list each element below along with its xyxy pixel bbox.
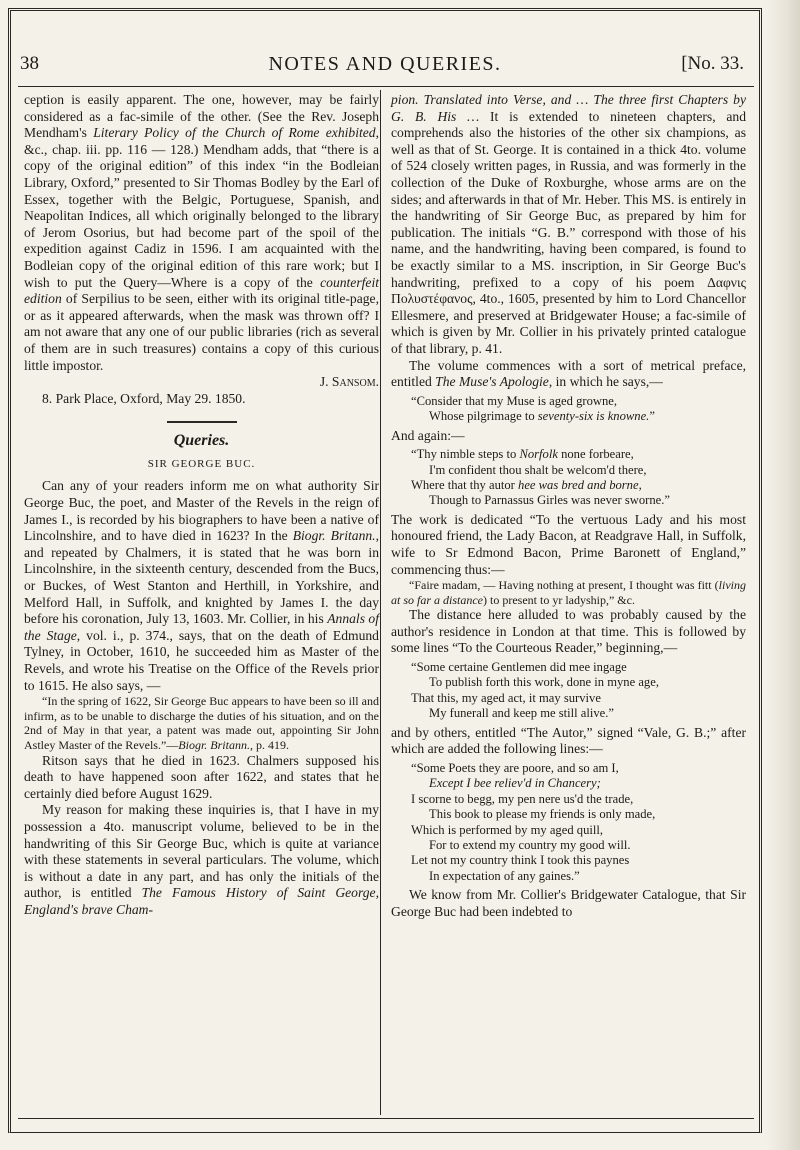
and-again: And again:— xyxy=(391,427,465,443)
page-number: 38 xyxy=(20,53,39,74)
buc-paragraph-2: Ritson says that he died in 1623. Chalmers supposed his death to have happened soon after 1622, and states that he certainly died before August 1629. xyxy=(24,752,379,801)
autor-paragraph: and by others, entitled “The Autor,” signed “Vale, G. B.;” after which are added the following lines:— xyxy=(391,724,746,757)
journal-title: NOTES AND QUERIES. xyxy=(268,53,502,75)
running-header xyxy=(20,45,750,81)
issue-number: [No. 33. xyxy=(681,53,744,74)
header-rule xyxy=(18,86,754,87)
section-rule xyxy=(167,421,237,423)
page-edge-shadow xyxy=(766,0,800,1150)
manuscript-paragraph: pion. Translated into Verse, and … The three first Chapters by G. B. His … It is extended to nineteen chapters, and comprehends also the histories of the other six champions, as well as that of St. George. It is contained in a thick 4to. volume of 524 closely written pages, in Russia, and was formerly in the collection of the Duke of Roxburghe, whose arms are on the sides; and afterwards in that of Mr. Heber. This MS. is entirely in the handwriting of Sir George Buc, as prepared by him for publication. The initials “G. B.” correspond with those of his name, and the handwriting, having been compared, is found to be exactly similar to a MS. inscription, in Sir George Buc's handwriting, prefixed to a copy of his poem Δαφνις Πολυστέφανος, 4to., 1605, presented by him to Lord Chancellor Ellesmere, and preserved at Bridgewater House; a fac-simile of which is given by Mr. Collier in his privately printed catalogue of that library, p. 41. xyxy=(391,92,746,356)
bridgewater-paragraph: We know from Mr. Collier's Bridgewater Catalogue, that Sir George Buc had been indebted to xyxy=(391,887,746,919)
signature-line xyxy=(24,374,379,391)
dedication-paragraph: The work is dedicated “To the vertuous Lady and his most honoured friend, the Lady Bacon, at Readgrave Hall, in Suffolk, wife to Sr Edmond Bacon, Prime Baronett of England,” commencing thus:— xyxy=(391,511,746,577)
verse-poets: “Some Poets they are poore, and so am I, Except I bee reliev'd in Chancery; I scorne to begg, my pen nere us'd the trade, This book to please my friends is only made, Which is performed by my aged quill, For to extend my country my good will. Let not my country think I took this paynes In expectation of any gaines.” xyxy=(411,760,656,883)
collier-quotation: “In the spring of 1622, Sir George Buc appears to have been so ill and infirm, as to be unable to discharge the duties of his situation, and on the 2nd of May in that year, a patent was made out, appointing Sir John Astley Master of the Revels.”—Biogr. Britann., p. 419. xyxy=(24,694,379,752)
signature: J. Sansom. xyxy=(319,374,379,390)
left-column xyxy=(24,92,379,919)
verse-muse: “Consider that my Muse is aged growne, Whose pilgrimage to seventy-six is knowne.” xyxy=(411,393,655,424)
preface-paragraph: The volume commences with a sort of metrical preface, entitled The Muse's Apologie, in which he says,— xyxy=(391,357,746,390)
column-divider xyxy=(380,90,381,1115)
buc-paragraph-1: Can any of your readers inform me on what authority Sir George Buc, the poet, and Master of the Revels in the reign of James I., is recorded by his biographers to have been a native of Lincolnshire, and to have died in 1623? In the Biogr. Britann., and repeated by Chalmers, it is stated that he was born in Lincolnshire, in the sixteenth century, descended from the Bucs, or Buckes, of West Stanton and Herthill, in Yorkshire, and Melford Hall, in Suffolk, and knighted by James I. the day before his coronation, July 13, 1603. Mr. Collier, in his Annals of the Stage, vol. i., p. 374., says, that on the death of Edmund Tylney, in October, 1610, he succeeded him as Master of the Revels, and wrote his Treatise on the Office of the Revels prior to 1615. He also says, — xyxy=(24,478,380,693)
distance-paragraph: The distance here alluded to was probably caused by the author's residence in London at that time. This is followed by some lines “To the Courteous Reader,” beginning,— xyxy=(391,607,746,656)
verse-gentlemen: “Some certaine Gentlemen did mee ingage To publish forth this work, done in myne age, That this, my aged act, it may survive My funerall and keep me still alive.” xyxy=(411,660,659,721)
verse-norfolk: “Thy nimble steps to Norfolk none forbeare, I'm confident thou shalt be welcom'd there, Where that thy autor hee was bred and borne, Though to Parnassus Girles was never sworne.” xyxy=(411,447,670,508)
right-column xyxy=(391,92,746,920)
buc-paragraph-3: My reason for making these inquiries is, that I have in my possession a 4to. manuscript volume, believed to be in the handwriting of this Sir George Buc, which is quite at variance with these statements in several particulars. The volume, which is without a date in any part, and has only the initials of the author, is entitled The Famous History of Saint George, England's brave Cham- xyxy=(24,802,379,917)
dateline: 8. Park Place, Oxford, May 29. 1850. xyxy=(42,390,246,406)
article-subheading: SIR GEORGE BUC. xyxy=(147,457,256,470)
queries-heading: Queries. xyxy=(173,432,230,450)
footer-rule xyxy=(18,1118,754,1119)
sansom-letter-paragraph: ception is easily apparent. The one, however, may be fairly considered as a fac-simile of the other. (See the Rev. Joseph Mendham's Literary Policy of the Church of Rome exhibited, &c., chap. iii. pp. 116 — 128.) Mendham adds, that “there is a copy of the original edition” of this index “in the Bodleian Library, Oxford,” presented to Sir Thomas Bodley by the Earl of Essex, together with the Belgic, Portuguese, Spanish, and Neapolitan Indices, all which originally belonged to the library of Jerom Osorius, but had become part of the spoil of the expedition against Cadiz in 1596. I am acquainted with the Bodleian copy of the original edition of this rare work; but I wish to put the Query—Where is a copy of the counterfeit edition of Serpilius to be seen, either with its original title-page, or as it appeared afterwards, when the mask was thrown off? I am not aware that any one of our public libraries (rich as several of them are in such treasures) contains a copy of this curious little impostor. xyxy=(24,92,380,373)
faire-madam-quote: “Faire madam, — Having nothing at present, I thought was fitt (living at so far a distance) to present to yr ladyship,” &c. xyxy=(391,578,746,607)
